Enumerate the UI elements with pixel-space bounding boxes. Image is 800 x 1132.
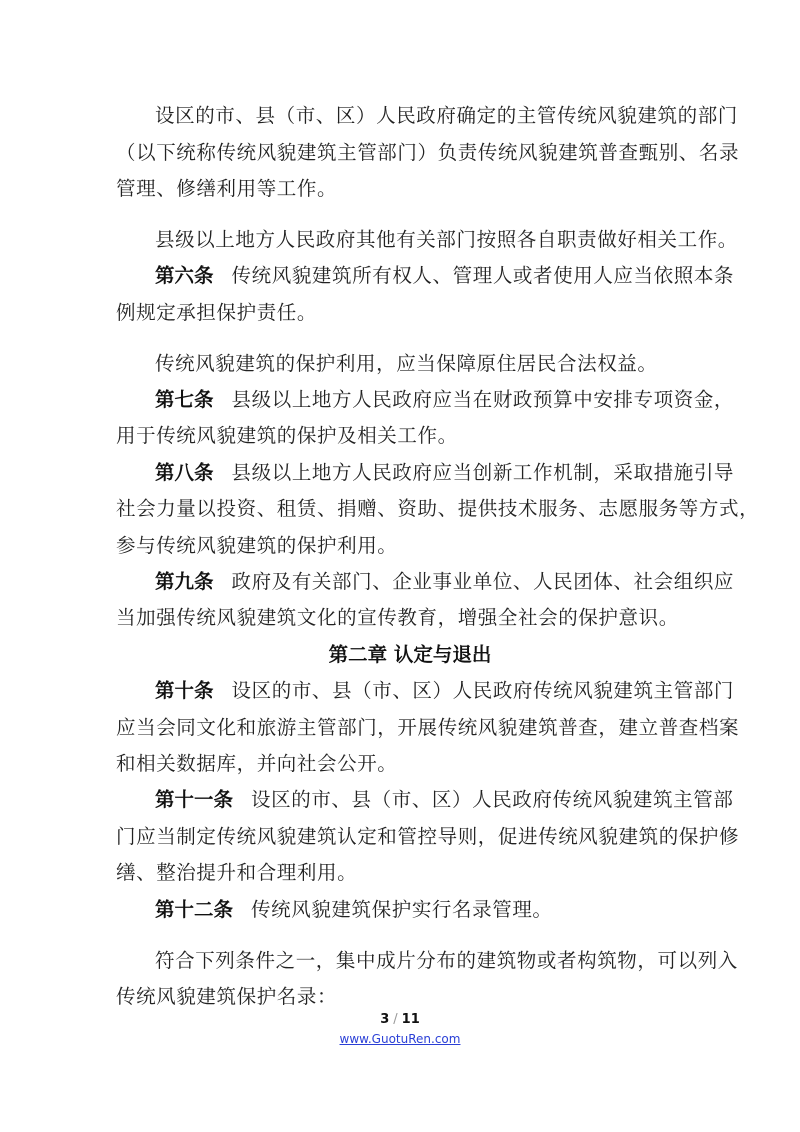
article-number: 第十一条 [155, 788, 234, 811]
text-line [116, 746, 704, 782]
text-line [116, 171, 704, 207]
line-text: 设区的市、县（市、区）人民政府传统风貌建筑主管部门 [231, 679, 735, 702]
text-line [116, 491, 760, 527]
line-text: 当加强传统风貌建筑文化的宣传教育，增强全社会的保护意识。 [116, 606, 679, 629]
text-line [116, 418, 704, 454]
line-text: 符合下列条件之一，集中成片分布的建筑物或者构筑物，可以列入 [155, 949, 738, 972]
line-text: 缮、整治提升和合理利用。 [116, 861, 358, 884]
article-line [116, 782, 734, 818]
line-text: 县级以上地方人民政府其他有关部门按照各自职责做好相关工作。 [155, 228, 738, 251]
text-line [116, 943, 738, 979]
line-text: 社会力量以投资、租赁、捐赠、资助、提供技术服务、志愿服务等方式， [116, 497, 760, 520]
line-text: 政府及有关部门、企业事业单位、人民团体、社会组织应 [231, 570, 735, 593]
article-line [116, 382, 735, 418]
line-text: 管理、修缮利用等工作。 [116, 177, 338, 200]
line-text: 传统风貌建筑保护名录： [116, 985, 338, 1008]
text-line [116, 855, 704, 891]
line-text: 传统风貌建筑所有权人、管理人或者使用人应当依照本条 [231, 264, 735, 287]
total-pages: 11 [401, 1012, 420, 1027]
line-text: 传统风貌建筑保护实行名录管理。 [251, 898, 553, 921]
text-line [116, 600, 704, 636]
line-text: 例规定承担保护责任。 [116, 301, 318, 324]
page-number [0, 1012, 800, 1027]
current-page: 3 [380, 1012, 390, 1027]
text-line [116, 295, 704, 331]
line-text: 用于传统风貌建筑的保护及相关工作。 [116, 424, 458, 447]
website-link[interactable]: www.GuotuRen.com [339, 1032, 461, 1046]
article-number: 第十二条 [155, 898, 234, 921]
article-number: 第六条 [155, 264, 214, 287]
line-text: 设区的市、县（市、区）人民政府传统风貌建筑主管部 [251, 788, 734, 811]
line-text: 设区的市、县（市、区）人民政府确定的主管传统风貌建筑的部门 [155, 104, 738, 127]
text-line [116, 819, 740, 855]
article-number: 第七条 [155, 388, 214, 411]
article-line [116, 258, 735, 294]
article-line [116, 892, 704, 928]
article-number: 第九条 [155, 570, 214, 593]
line-text: 参与传统风貌建筑的保护利用。 [116, 534, 398, 557]
article-number: 第十条 [155, 679, 214, 702]
line-text: 门应当制定传统风貌建筑认定和管控导则，促进传统风貌建筑的保护修 [116, 825, 740, 848]
article-number: 第八条 [155, 461, 214, 484]
footer-website [0, 1032, 800, 1046]
text-line [116, 528, 704, 564]
chapter-heading: 第二章 认定与退出 [328, 643, 492, 666]
article-line [116, 564, 735, 600]
article-line [116, 673, 735, 709]
text-line [116, 135, 740, 171]
text-line [116, 222, 738, 258]
line-text: 县级以上地方人民政府应当在财政预算中安排专项资金， [231, 388, 735, 411]
article-line [116, 455, 735, 491]
line-text: 传统风貌建筑的保护利用，应当保障原住居民合法权益。 [155, 352, 658, 375]
line-text: 和相关数据库，并向社会公开。 [116, 752, 398, 775]
text-line [116, 98, 738, 134]
text-line [116, 979, 704, 1015]
line-text: 应当会同文化和旅游主管部门，开展传统风貌建筑普查，建立普查档案 [116, 716, 740, 739]
text-line [116, 346, 704, 382]
line-text: （以下统称传统风貌建筑主管部门）负责传统风貌建筑普查甄别、名录 [116, 141, 740, 164]
line-text: 县级以上地方人民政府应当创新工作机制，采取措施引导 [231, 461, 735, 484]
text-line [116, 710, 740, 746]
page-separator: / [393, 1012, 398, 1027]
